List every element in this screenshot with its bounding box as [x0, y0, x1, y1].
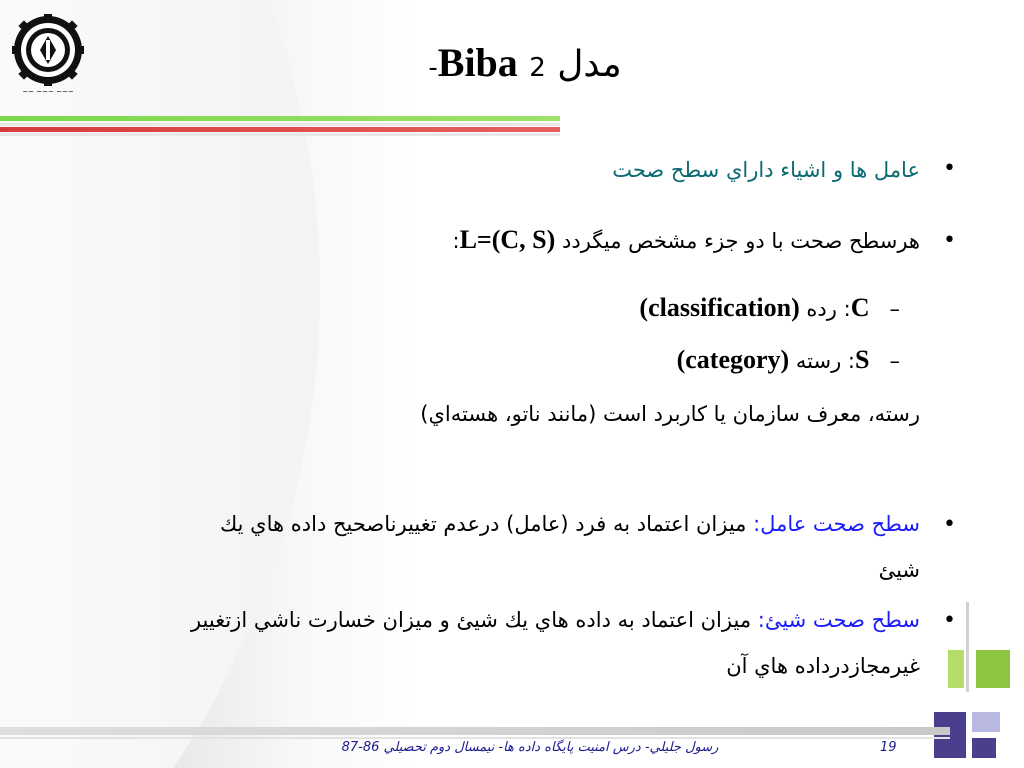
sub-c-term: (classification) — [639, 293, 800, 322]
deco-square-lightgreen — [948, 650, 964, 688]
sub-item-c — [639, 290, 900, 327]
footer-text: رسول جليلي- درس امنيت پايگاه داده ها- نيمسال دوم تحصيلي 86-87 — [341, 740, 719, 755]
bullet-3-text: ميزان اعتماد به فرد (عامل) درعدم تغييرناصحيح داده هاي يك — [219, 512, 754, 536]
footer-thin-bar — [0, 737, 950, 739]
sub-s-term: (category) — [676, 345, 790, 374]
bullet-2 — [453, 222, 921, 259]
title-fa: مدل — [557, 44, 622, 85]
slide-title — [300, 38, 750, 93]
title-number: 2- — [428, 53, 546, 83]
red-bar — [0, 127, 560, 132]
university-logo-icon — [8, 10, 88, 96]
bullet-4-cont: غيرمجازدرداده هاي آن — [726, 654, 920, 678]
bullet-3-lead: سطح صحت عامل: — [753, 512, 920, 536]
sub-c-fa: رده — [806, 297, 837, 321]
dash: – — [889, 297, 900, 321]
sub-item-s — [677, 342, 900, 379]
deco-square-green — [976, 650, 1010, 688]
bullet-icon: • — [943, 512, 956, 537]
bullet-1: عامل ها و اشياء داراي سطح صحت — [612, 158, 920, 182]
green-bar — [0, 116, 560, 121]
bullet-2-suffix: : — [452, 229, 460, 253]
bullet-3-cont: شيئ — [878, 558, 920, 582]
deco-square-purple — [934, 712, 966, 758]
title-latin: Biba — [437, 40, 518, 85]
sub-c-label: C — [850, 293, 870, 322]
thin-bar — [0, 122, 560, 126]
deco-square-lavender — [972, 712, 1000, 732]
dash: – — [889, 349, 900, 373]
sub-c-sep: : — [843, 297, 851, 321]
deco-square-purple-small — [972, 738, 996, 758]
thin-bar — [0, 133, 560, 136]
sub-s-sep: : — [847, 349, 855, 373]
bullet-2-formula: L=(C, S) — [459, 225, 556, 254]
footer-bar — [0, 727, 950, 735]
sub-s-label: S — [855, 345, 870, 374]
bullet-4-text: ميزان اعتماد به داده هاي يك شيئ و ميزان خسارت ناشي ازتغيير — [190, 608, 758, 632]
bullet-3 — [220, 506, 920, 542]
deco-vertical-line — [966, 602, 969, 692]
bullet-4-lead: سطح صحت شيئ: — [757, 608, 920, 632]
category-note: رسته، معرف سازمان يا كاربرد است (مانند ناتو، هسته‌اي) — [420, 402, 920, 426]
bullet-4 — [191, 602, 920, 638]
bullet-icon: • — [943, 608, 956, 633]
sub-s-fa: رسته — [795, 349, 842, 373]
svg-text:~~ ~~~ ~~~: ~~ ~~~ ~~~ — [22, 88, 74, 96]
bullet-icon: • — [943, 156, 956, 181]
title-divider-bars — [0, 116, 560, 138]
bullet-icon: • — [943, 228, 956, 253]
bullet-2-text: هرسطح صحت با دو جزء مشخص ميگردد — [561, 229, 920, 253]
page-number: 19 — [880, 740, 897, 755]
